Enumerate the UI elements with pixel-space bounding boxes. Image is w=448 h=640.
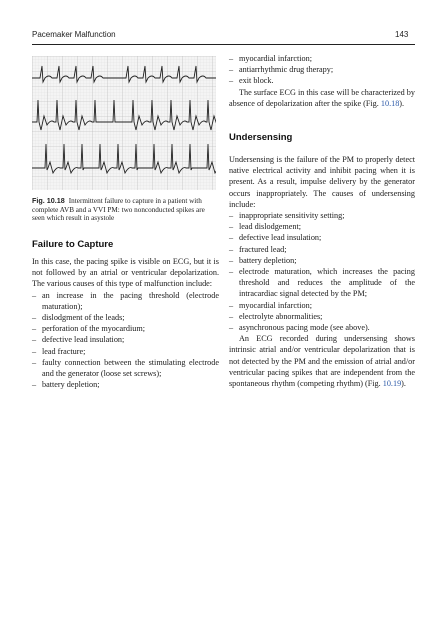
list-item: – inappropriate sensitivity setting; <box>229 210 415 221</box>
heading-undersensing: Undersensing <box>229 132 293 143</box>
header-rule <box>32 44 415 45</box>
list-item: – defective lead insulation; <box>229 232 415 243</box>
heading-failure-to-capture: Failure to Capture <box>32 239 114 250</box>
list-item: – electrode maturation, which increases the pacing threshold and reduces the amplitude of the intracardiac signal detected by the PM; <box>229 266 415 300</box>
list-item: – myocardial infarction; <box>229 300 415 311</box>
list-item: – electrolyte abnormalities; <box>229 311 415 322</box>
list-item: – antiarrhythmic drug therapy; <box>229 64 415 75</box>
figure-caption <box>32 197 218 223</box>
running-title: Pacemaker Malfunction <box>32 30 116 39</box>
list-item: – perforation of the myocardium; <box>32 323 219 334</box>
list-item: – exit block. <box>229 75 415 86</box>
figure-ref-10-19[interactable]: 10.19 <box>382 379 402 389</box>
list-item: – lead fracture; <box>32 346 219 357</box>
right-column-top <box>229 53 415 109</box>
right-column <box>229 154 415 389</box>
failure-causes-list <box>32 290 219 391</box>
list-item: – myocardial infarction; <box>229 53 415 64</box>
failure-intro: In this case, the pacing spike is visible on ECG, but it is not followed by an atrial or ventricular depolarization. The various causes of this type of malfunction include: <box>32 257 219 289</box>
list-item: – faulty connection between the stimulating electrode and the generator (loose set screws); <box>32 357 219 379</box>
undersensing-intro: Undersensing is the failure of the PM to properly detect native electrical activity and inhibit pacing when it is present. As a result, impulse delivery by the generator occurs inappropriately. The causes of undersensing include: <box>229 155 415 209</box>
list-item: – battery depletion; <box>32 379 219 390</box>
list-item: – defective lead insulation; <box>32 334 219 345</box>
ecg-note: The surface ECG in this case will be characterized by absence of depolarization after the spike (Fig. 10.18). <box>229 87 415 108</box>
list-item: – lead dislodgement; <box>229 221 415 232</box>
figure-caption-text: Intermittent failure to capture in a patient with complete AVB and a VVI PM: two nonconducted spikes are seen which result in asystole <box>32 197 205 223</box>
ecg-strip-figure <box>32 56 216 190</box>
figure-ref-10-18[interactable]: 10.18 <box>380 98 400 108</box>
undersensing-closing: An ECG recorded during undersensing shows intrinsic atrial and/or ventricular depolarization that is not detected by the PM and the emission of atrial and/or ventricular pacing spikes that are independent from the spontaneous rhythm (competing rhythm) (Fig. 10.19). <box>229 334 415 389</box>
list-item: – battery depletion; <box>229 255 415 266</box>
list-item: – fractured lead; <box>229 244 415 255</box>
list-item: – an increase in the pacing threshold (electrode maturation); <box>32 290 219 312</box>
left-column <box>32 256 219 390</box>
figure-label: Fig. 10.18 <box>32 196 65 205</box>
undersensing-causes-list <box>229 210 415 333</box>
failure-causes-list-cont <box>229 53 415 87</box>
list-item: – dislodgment of the leads; <box>32 312 219 323</box>
list-item: – asynchronous pacing mode (see above). <box>229 322 415 333</box>
page-number: 143 <box>395 30 409 39</box>
